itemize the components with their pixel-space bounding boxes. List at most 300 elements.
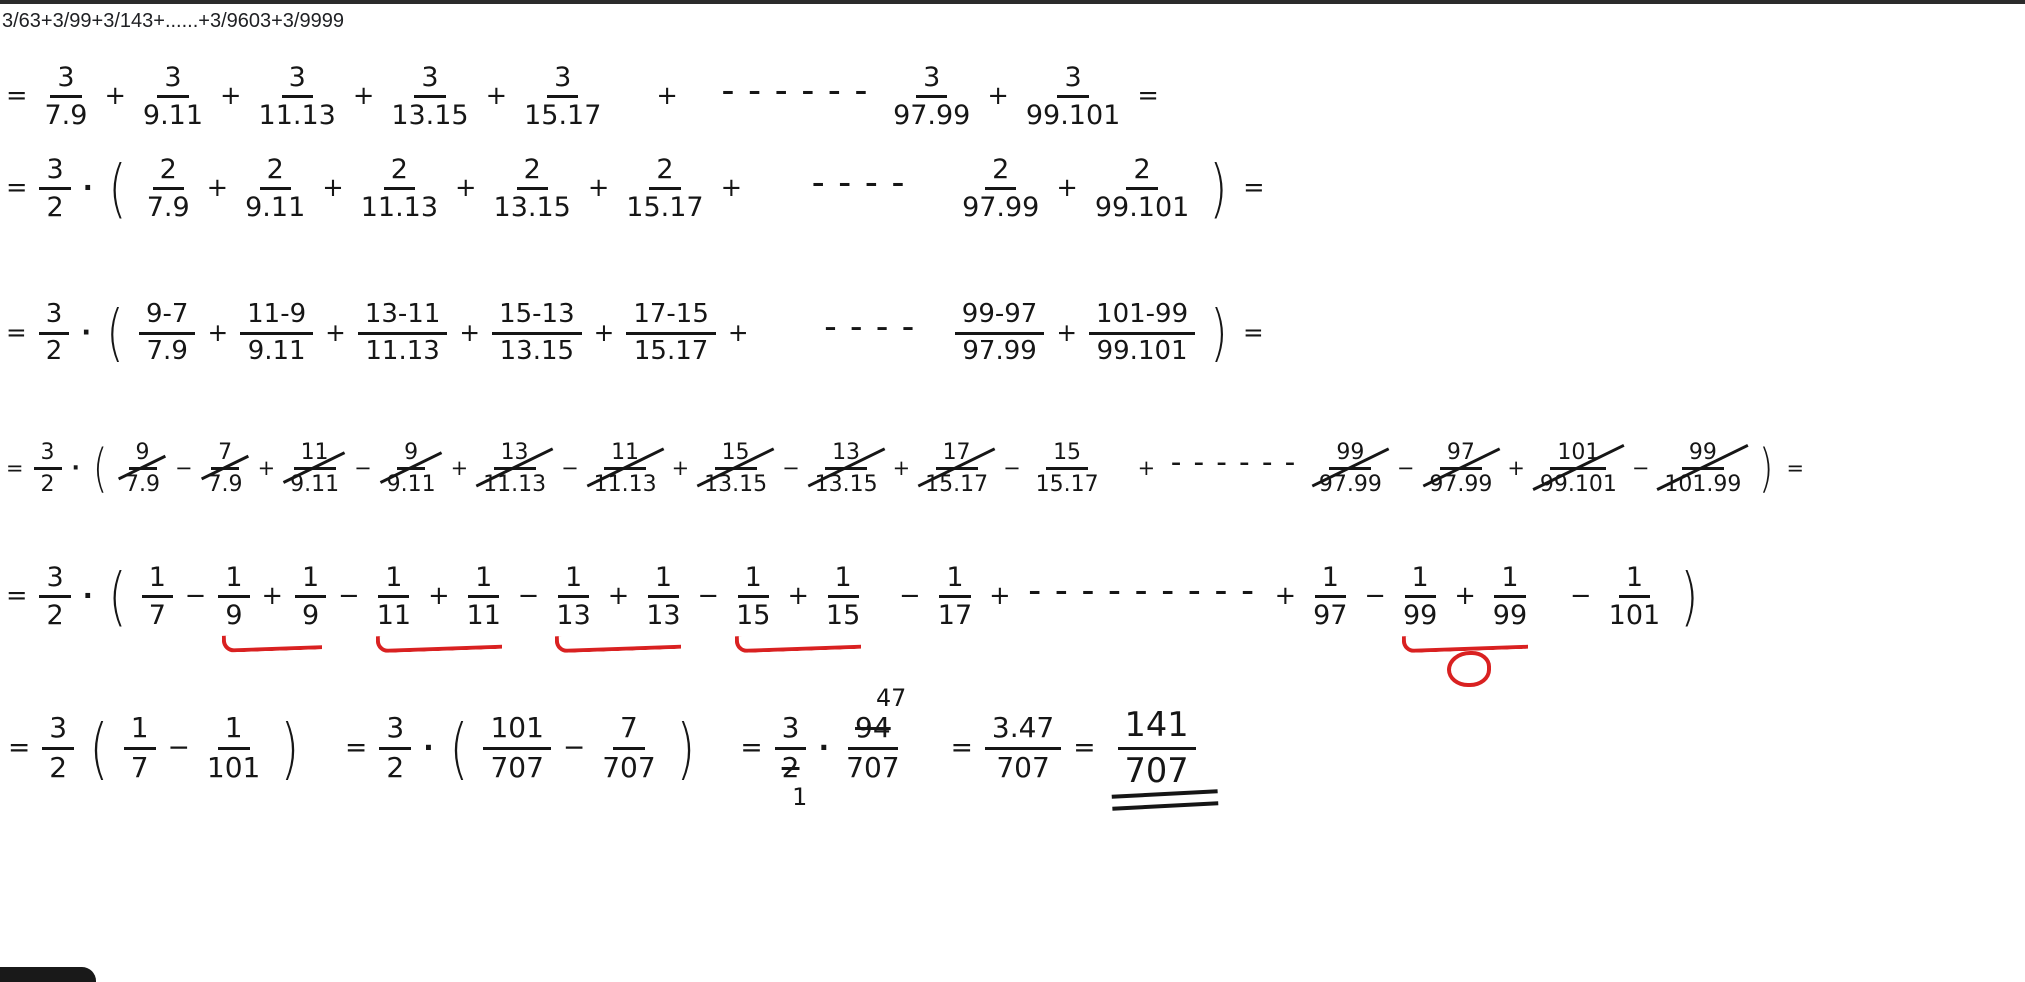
fraction-denominator: 7 bbox=[148, 600, 166, 632]
fraction-denominator: 2 bbox=[49, 750, 68, 784]
close-paren: ) bbox=[1680, 559, 1699, 633]
fraction-denominator: 2 bbox=[781, 750, 800, 784]
step-2-factor-out-three-halves bbox=[6, 151, 1265, 225]
open-paren: ( bbox=[449, 709, 468, 787]
minus-sign: − bbox=[561, 456, 579, 481]
multiply-dot: · bbox=[82, 581, 93, 613]
fraction-denominator: 13 bbox=[646, 600, 681, 632]
fraction bbox=[957, 154, 1044, 223]
plus-sign: + bbox=[587, 172, 610, 203]
fraction-denominator: 15.17 bbox=[524, 100, 602, 132]
fraction-denominator: 2 bbox=[45, 335, 63, 366]
ellipsis-dashes: – – – – – – bbox=[1171, 451, 1298, 475]
minus-sign: − bbox=[175, 456, 193, 481]
fraction-numerator: 1 bbox=[142, 562, 173, 598]
fraction-numerator: 2 bbox=[1126, 154, 1157, 190]
step-1-rewrite-denominators bbox=[6, 62, 1159, 131]
fraction bbox=[34, 440, 62, 498]
step-3-write-two-as-difference bbox=[6, 297, 1264, 369]
open-paren: ( bbox=[106, 297, 124, 369]
fraction-numerator: 3 bbox=[39, 562, 70, 598]
fraction-denominator: 97.99 bbox=[962, 192, 1040, 224]
fraction bbox=[1314, 440, 1387, 498]
minus-sign: − bbox=[1364, 580, 1386, 611]
fraction-denominator: 9.11 bbox=[142, 100, 204, 132]
minus-sign: − bbox=[1570, 580, 1592, 611]
fraction-numerator: 17 bbox=[936, 440, 978, 470]
fraction bbox=[933, 562, 977, 631]
equals-sign: = bbox=[1073, 731, 1096, 763]
spacer bbox=[877, 596, 887, 597]
fraction-numerator: 3 bbox=[547, 62, 578, 98]
spacer bbox=[917, 748, 939, 749]
fraction-denominator: 9 bbox=[225, 600, 243, 632]
fraction bbox=[551, 562, 595, 631]
plus-sign: + bbox=[220, 80, 242, 111]
equals-sign: = bbox=[740, 731, 763, 763]
minus-sign: − bbox=[184, 580, 207, 611]
fraction-denominator: 9.11 bbox=[290, 472, 340, 498]
fraction-denominator: 13.15 bbox=[814, 472, 878, 498]
fraction-numerator: 1 bbox=[218, 712, 250, 749]
equals-sign: = bbox=[6, 580, 28, 611]
step-6-final-evaluation bbox=[8, 684, 1196, 812]
fraction bbox=[462, 562, 506, 631]
plus-sign: + bbox=[104, 80, 126, 111]
red-zero-circle bbox=[1447, 651, 1491, 687]
fraction bbox=[489, 154, 576, 223]
equals-sign: = bbox=[6, 318, 27, 348]
fraction bbox=[358, 300, 448, 367]
fraction-numerator: 1 bbox=[558, 562, 589, 598]
open-paren: ( bbox=[108, 151, 127, 225]
spacer bbox=[925, 188, 945, 189]
plus-sign: + bbox=[593, 318, 615, 348]
plus-sign: + bbox=[485, 80, 508, 111]
plus-sign: + bbox=[257, 456, 276, 481]
fraction-numerator: 101 bbox=[483, 712, 550, 749]
fraction bbox=[483, 712, 550, 783]
fraction-numerator: 3 bbox=[775, 712, 807, 749]
plus-sign: + bbox=[787, 580, 809, 611]
fraction bbox=[386, 62, 473, 131]
fraction bbox=[39, 562, 70, 631]
fraction-numerator: 1 bbox=[1494, 562, 1525, 598]
fraction bbox=[202, 712, 265, 783]
plus-sign: + bbox=[428, 580, 450, 611]
fraction bbox=[1089, 300, 1195, 367]
fraction-numerator: 7 bbox=[211, 440, 239, 470]
fraction bbox=[841, 684, 907, 784]
fraction-numerator: 13 bbox=[825, 440, 867, 470]
ellipsis-dashes: – – – – bbox=[812, 168, 908, 198]
fraction-numerator: 99 bbox=[1682, 440, 1724, 470]
plus-sign: + bbox=[1454, 580, 1476, 611]
fraction-denominator: 11.13 bbox=[360, 192, 439, 224]
fraction-numerator: 1 bbox=[378, 562, 409, 598]
fraction bbox=[240, 154, 310, 223]
plus-sign: + bbox=[459, 318, 481, 348]
fraction bbox=[775, 711, 808, 812]
fraction-denominator: 11 bbox=[466, 600, 501, 632]
fraction-numerator: 2 bbox=[260, 154, 291, 190]
fraction bbox=[1031, 440, 1104, 498]
fraction bbox=[955, 300, 1045, 367]
fraction-denominator: 97.99 bbox=[962, 335, 1037, 366]
fraction-denominator: 99 bbox=[1492, 600, 1528, 632]
plus-sign: + bbox=[1274, 580, 1297, 611]
plus-sign: + bbox=[607, 580, 630, 611]
fraction-denominator: 97.99 bbox=[1429, 472, 1493, 498]
spacer bbox=[710, 748, 728, 749]
spacer bbox=[618, 96, 644, 97]
multiply-dot: · bbox=[81, 318, 92, 349]
fraction-numerator: 3 bbox=[34, 440, 62, 470]
fraction-numerator: 1 bbox=[1315, 562, 1346, 598]
fraction-denominator: 7.9 bbox=[146, 335, 188, 366]
cancel-pair-group bbox=[1398, 562, 1532, 631]
equals-sign: = bbox=[1786, 456, 1805, 481]
plus-sign: + bbox=[1137, 456, 1156, 481]
fraction-numerator: 94 bbox=[848, 712, 898, 749]
plus-sign: + bbox=[322, 172, 344, 203]
cancel-pair-group bbox=[551, 562, 685, 631]
fraction-denominator: 15 bbox=[736, 600, 771, 632]
fraction-numerator: 3 bbox=[916, 62, 947, 98]
fraction-denominator: 13.15 bbox=[493, 192, 571, 224]
minus-sign: − bbox=[562, 731, 586, 763]
fraction bbox=[1308, 562, 1352, 631]
fraction bbox=[218, 562, 249, 631]
open-paren: ( bbox=[108, 559, 127, 633]
step-5-telescoping-with-red-cancel-marks bbox=[6, 559, 1702, 633]
minus-sign: − bbox=[1631, 456, 1650, 481]
fraction-denominator: 97.99 bbox=[893, 100, 971, 132]
fraction-denominator: 7.9 bbox=[146, 192, 190, 224]
fraction-denominator: 707 bbox=[846, 750, 900, 784]
minus-sign: − bbox=[338, 580, 360, 611]
fraction-denominator: 11.13 bbox=[365, 335, 440, 366]
equals-sign: = bbox=[6, 456, 24, 481]
fraction-numerator: 97 bbox=[1440, 440, 1482, 470]
fraction-numerator: 101-99 bbox=[1089, 300, 1195, 335]
fraction-numerator: 141 bbox=[1118, 706, 1196, 750]
fraction-denominator: 13.15 bbox=[391, 100, 469, 132]
fraction-numerator: 99 bbox=[1329, 440, 1371, 470]
multiply-dot: · bbox=[423, 731, 434, 765]
fraction-numerator: 17-15 bbox=[626, 300, 716, 335]
fraction-numerator: 1 bbox=[939, 562, 970, 598]
plus-sign: + bbox=[352, 80, 375, 111]
plus-sign: + bbox=[1056, 318, 1078, 348]
fraction-denominator: 9.11 bbox=[386, 472, 436, 498]
fraction-denominator: 7 bbox=[130, 750, 149, 784]
spacer bbox=[935, 333, 943, 334]
minus-sign: − bbox=[899, 580, 921, 611]
minus-sign: − bbox=[1003, 456, 1021, 481]
plus-sign: + bbox=[987, 80, 1009, 111]
fraction-numerator: 3 bbox=[42, 712, 74, 749]
multiply-dot: · bbox=[82, 173, 93, 205]
correction-above: 47 bbox=[876, 684, 907, 713]
cancel-pair-group bbox=[218, 562, 326, 631]
fraction-numerator: 3 bbox=[414, 62, 445, 98]
fraction bbox=[985, 712, 1061, 783]
fraction-denominator: 15.17 bbox=[1035, 472, 1099, 498]
minus-sign: − bbox=[782, 456, 800, 481]
minus-sign: − bbox=[697, 580, 720, 611]
fraction-denominator: 15 bbox=[825, 600, 861, 632]
plus-sign: + bbox=[1507, 456, 1525, 481]
fraction bbox=[39, 154, 70, 223]
equals-sign: = bbox=[6, 80, 28, 111]
equals-sign: = bbox=[1137, 80, 1159, 111]
bottom-left-ui-fragment bbox=[0, 967, 96, 982]
ellipsis-dashes: – – – – – – bbox=[721, 76, 871, 106]
fraction-numerator: 101 bbox=[1550, 440, 1606, 470]
fraction bbox=[641, 562, 685, 631]
window-top-edge bbox=[0, 0, 2025, 4]
plus-sign: + bbox=[261, 580, 284, 611]
fraction-denominator: 99.101 bbox=[1539, 472, 1617, 498]
fraction-numerator: 15-13 bbox=[492, 300, 582, 335]
fraction-numerator: 1 bbox=[828, 562, 859, 598]
correction-below: 1 bbox=[792, 783, 808, 812]
fraction bbox=[356, 154, 443, 223]
fraction bbox=[1021, 62, 1125, 131]
fraction-numerator: 3 bbox=[1057, 62, 1088, 98]
cancel-pair-group bbox=[372, 562, 506, 631]
equals-sign: = bbox=[6, 172, 28, 203]
fraction bbox=[254, 62, 341, 131]
fraction bbox=[142, 154, 195, 223]
ellipsis-dashes: – – – – – – – – – bbox=[1028, 576, 1257, 606]
fraction-numerator: 15 bbox=[715, 440, 757, 470]
fraction-denominator: 7.9 bbox=[125, 472, 161, 498]
plus-sign: + bbox=[720, 172, 743, 203]
fraction bbox=[372, 562, 416, 631]
fraction-numerator: 11-9 bbox=[240, 300, 313, 335]
fraction bbox=[203, 440, 248, 498]
fraction-numerator: 13-11 bbox=[358, 300, 448, 335]
cancel-pair-group bbox=[731, 562, 865, 631]
step-4-split-fractions-with-cancellations bbox=[6, 440, 1804, 498]
fraction-numerator: 1 bbox=[738, 562, 769, 598]
multiply-dot: · bbox=[818, 731, 830, 765]
fraction-denominator: 7.9 bbox=[44, 100, 88, 132]
minus-sign: − bbox=[167, 731, 190, 763]
fraction-numerator: 2 bbox=[384, 154, 415, 190]
fraction-numerator: 13 bbox=[494, 440, 536, 470]
fraction bbox=[295, 562, 326, 631]
fraction-numerator: 9-7 bbox=[139, 300, 195, 335]
fraction bbox=[142, 562, 173, 631]
plus-sign: + bbox=[727, 318, 749, 348]
fraction-denominator: 97 bbox=[1313, 600, 1348, 632]
fraction bbox=[379, 712, 411, 783]
fraction-denominator: 2 bbox=[386, 750, 405, 784]
fraction bbox=[120, 440, 165, 498]
fraction-denominator: 9.11 bbox=[245, 192, 306, 224]
fraction-denominator: 97.99 bbox=[1318, 472, 1382, 498]
fraction-denominator: 11.13 bbox=[483, 472, 547, 498]
fraction-numerator: 1 bbox=[295, 562, 326, 598]
fraction-denominator: 101 bbox=[1608, 600, 1661, 632]
equals-sign: = bbox=[1243, 172, 1265, 203]
fraction-denominator: 7.9 bbox=[207, 472, 243, 498]
fraction-denominator: 707 bbox=[490, 750, 544, 784]
equals-sign: = bbox=[8, 731, 31, 763]
fraction bbox=[1659, 440, 1746, 498]
fraction-denominator: 707 bbox=[1124, 750, 1189, 790]
equals-sign: = bbox=[950, 731, 973, 763]
fraction bbox=[478, 440, 551, 498]
fraction-denominator: 2 bbox=[46, 600, 64, 632]
fraction-denominator: 13 bbox=[556, 600, 591, 632]
fraction bbox=[492, 300, 582, 367]
close-paren: ) bbox=[676, 709, 695, 787]
fraction-denominator: 99.101 bbox=[1096, 335, 1188, 366]
fraction-numerator: 9 bbox=[397, 440, 425, 470]
fraction bbox=[138, 62, 208, 131]
fraction bbox=[920, 440, 993, 498]
fraction-denominator: 101.99 bbox=[1664, 472, 1742, 498]
fraction bbox=[1488, 562, 1532, 631]
fraction-numerator: 1 bbox=[1619, 562, 1650, 598]
fraction bbox=[810, 440, 883, 498]
fraction bbox=[888, 62, 975, 131]
fraction-numerator: 1 bbox=[218, 562, 249, 598]
fraction-numerator: 2 bbox=[153, 154, 184, 190]
fraction bbox=[285, 440, 344, 498]
fraction-numerator: 2 bbox=[985, 154, 1016, 190]
fraction-denominator: 15.17 bbox=[633, 335, 709, 366]
spacer bbox=[761, 333, 807, 334]
fraction-numerator: 11 bbox=[294, 440, 336, 470]
plus-sign: + bbox=[1056, 172, 1078, 203]
fraction bbox=[1090, 154, 1194, 223]
fraction-numerator: 7 bbox=[613, 712, 645, 749]
fraction-denominator: 9.11 bbox=[247, 335, 306, 366]
fraction bbox=[1535, 440, 1622, 498]
fraction-denominator: 15.17 bbox=[925, 472, 989, 498]
fraction-denominator: 2 bbox=[46, 192, 64, 224]
fraction bbox=[240, 300, 313, 367]
fraction-numerator: 3 bbox=[282, 62, 313, 98]
fraction bbox=[821, 562, 865, 631]
fraction-denominator: 11.13 bbox=[258, 100, 336, 132]
fraction-denominator: 99.101 bbox=[1094, 192, 1190, 224]
fraction-numerator: 15 bbox=[1046, 440, 1088, 470]
fraction-numerator: 1 bbox=[124, 712, 156, 749]
fraction bbox=[382, 440, 441, 498]
plus-sign: + bbox=[989, 580, 1011, 611]
ellipsis-dashes: – – – – bbox=[824, 313, 917, 342]
plus-sign: + bbox=[656, 80, 678, 111]
fraction-denominator: 99.101 bbox=[1025, 100, 1121, 132]
fraction bbox=[699, 440, 772, 498]
fraction-numerator: 3 bbox=[39, 300, 70, 335]
minus-sign: − bbox=[517, 580, 540, 611]
fraction-numerator: 1 bbox=[648, 562, 679, 598]
fraction bbox=[39, 300, 70, 367]
final-answer-fraction bbox=[1118, 706, 1196, 790]
fraction-denominator: 99 bbox=[1402, 600, 1438, 632]
spacer bbox=[1114, 468, 1128, 469]
fraction bbox=[39, 62, 92, 131]
fraction-numerator: 9 bbox=[129, 440, 157, 470]
fraction-denominator: 11.13 bbox=[593, 472, 657, 498]
fraction bbox=[1424, 440, 1497, 498]
fraction bbox=[621, 154, 708, 223]
fraction-numerator: 3 bbox=[379, 712, 411, 749]
fraction-numerator: 1 bbox=[1405, 562, 1436, 598]
fraction-denominator: 17 bbox=[937, 600, 973, 632]
open-paren: ( bbox=[89, 709, 109, 787]
fraction-denominator: 101 bbox=[206, 750, 261, 784]
fraction-denominator: 9 bbox=[302, 600, 320, 632]
multiply-dot: · bbox=[71, 455, 80, 481]
fraction-denominator: 707 bbox=[996, 750, 1050, 784]
open-paren: ( bbox=[92, 438, 108, 499]
spacer bbox=[315, 748, 333, 749]
fraction-numerator: 1 bbox=[468, 562, 499, 598]
fraction bbox=[124, 712, 156, 783]
plus-sign: + bbox=[207, 318, 229, 348]
equals-sign: = bbox=[1242, 318, 1264, 348]
fraction-denominator: 2 bbox=[40, 472, 55, 498]
fraction bbox=[1604, 562, 1666, 631]
fraction bbox=[519, 62, 606, 131]
fraction-numerator: 3 bbox=[157, 62, 188, 98]
close-paren: ) bbox=[1210, 297, 1228, 369]
plus-sign: + bbox=[892, 456, 911, 481]
fraction bbox=[589, 440, 662, 498]
fraction bbox=[139, 300, 195, 367]
fraction-denominator: 13.15 bbox=[704, 472, 768, 498]
plus-sign: + bbox=[450, 456, 469, 481]
fraction-denominator: 15.17 bbox=[626, 192, 704, 224]
fraction bbox=[597, 712, 660, 783]
minus-sign: − bbox=[1396, 456, 1415, 481]
fraction-numerator: 2 bbox=[649, 154, 680, 190]
fraction-numerator: 11 bbox=[604, 440, 646, 470]
fraction-numerator: 3 bbox=[50, 62, 81, 98]
spacer bbox=[1544, 596, 1558, 597]
spacer bbox=[690, 96, 704, 97]
close-paren: ) bbox=[280, 709, 300, 787]
fraction-numerator: 2 bbox=[517, 154, 548, 190]
close-paren: ) bbox=[1209, 151, 1228, 225]
equals-sign: = bbox=[345, 731, 368, 763]
fraction-denominator: 13.15 bbox=[499, 335, 575, 366]
fraction bbox=[1398, 562, 1442, 631]
plus-sign: + bbox=[455, 172, 477, 203]
fraction bbox=[42, 712, 74, 783]
fraction-denominator: 11 bbox=[376, 600, 412, 632]
close-paren: ) bbox=[1759, 438, 1774, 499]
plus-sign: + bbox=[206, 172, 229, 203]
fraction bbox=[731, 562, 775, 631]
minus-sign: − bbox=[354, 456, 372, 481]
fraction-numerator: 3 bbox=[39, 154, 70, 190]
spacer bbox=[754, 188, 794, 189]
fraction-numerator: 99-97 bbox=[955, 300, 1045, 335]
fraction bbox=[626, 300, 716, 367]
problem-statement: 3/63+3/99+3/143+......+3/9603+3/9999 bbox=[2, 10, 344, 32]
plus-sign: + bbox=[325, 318, 346, 348]
fraction-denominator: 707 bbox=[602, 750, 656, 784]
